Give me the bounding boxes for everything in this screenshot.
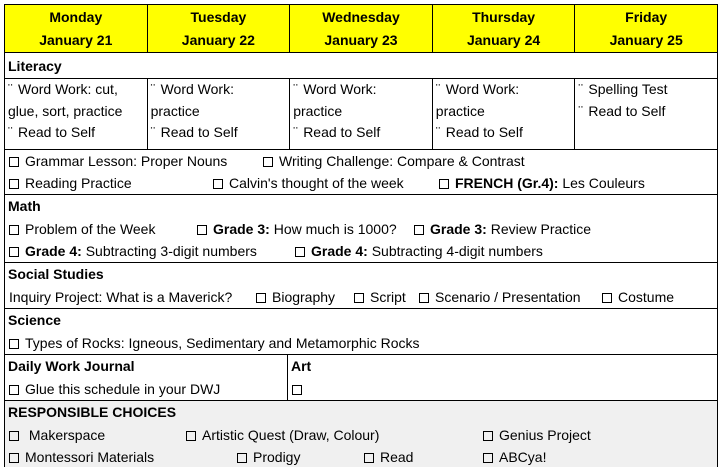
problem-label: Problem of the Week: [25, 221, 156, 237]
scenario-checkbox[interactable]: [419, 293, 429, 303]
literacy-cell-wednesday: [290, 79, 433, 149]
responsible-choices-section: [5, 401, 717, 467]
math-line-1: [5, 218, 717, 240]
day-thursday: [433, 5, 576, 52]
literacy-cell-monday: [5, 79, 148, 149]
grade3-a-label: Grade 3:: [213, 221, 270, 237]
grade4-a-label: Grade 4:: [25, 243, 82, 259]
literacy-item: Read to Self: [160, 124, 238, 140]
day-friday: [575, 5, 717, 52]
abcya-checkbox[interactable]: [483, 453, 493, 463]
grammar-label: Grammar Lesson: Proper Nouns: [25, 153, 228, 169]
social-line: [5, 286, 717, 308]
calvin-label: Calvin's thought of the week: [229, 175, 404, 191]
art-line: [288, 378, 717, 400]
french-checkbox[interactable]: [439, 179, 449, 189]
social-title: Social Studies: [8, 266, 104, 282]
weekly-schedule: [4, 4, 718, 467]
literacy-extras-line-2: [5, 172, 717, 194]
literacy-title-row: [5, 54, 717, 79]
biography-label: Biography: [272, 289, 336, 305]
day-name: Thursday: [472, 8, 536, 25]
literacy-daily-grid: [5, 79, 717, 150]
bullet-mark: ¨: [8, 124, 13, 140]
day-tuesday: [148, 5, 291, 52]
bullet-mark: ¨: [435, 81, 441, 97]
journal-checkbox[interactable]: [9, 385, 19, 395]
artistic-label: Artistic Quest (Draw, Colour): [202, 427, 380, 443]
literacy-item: practice: [150, 102, 200, 119]
science-section: [5, 309, 717, 355]
artistic-checkbox[interactable]: [186, 431, 196, 441]
grade4-a-text: Subtracting 3-digit numbers: [85, 243, 257, 259]
montessori-checkbox[interactable]: [9, 453, 19, 463]
grammar-checkbox[interactable]: [9, 157, 19, 167]
biography-checkbox[interactable]: [256, 293, 266, 303]
literacy-extras-line-1: [5, 150, 717, 172]
day-header-row: [5, 5, 717, 53]
science-title: Science: [8, 312, 61, 328]
literacy-item: practice: [435, 102, 485, 119]
read-checkbox[interactable]: [364, 453, 374, 463]
literacy-item: glue, sort, practice: [8, 102, 123, 119]
day-date: January 23: [324, 31, 398, 48]
literacy-item: practice: [293, 102, 343, 119]
literacy-item: Word Work:: [303, 81, 377, 97]
choices-title: RESPONSIBLE CHOICES: [8, 404, 177, 420]
literacy-item: Read to Self: [588, 102, 666, 119]
makerspace-label: Makerspace: [28, 427, 106, 443]
grade3-a-checkbox[interactable]: [197, 225, 207, 235]
journal-label: Glue this schedule in your DWJ: [25, 381, 221, 397]
science-line: [5, 332, 717, 354]
literacy-item: Spelling Test: [588, 81, 668, 97]
read-label: Read: [380, 449, 414, 465]
bullet-mark: ¨: [150, 124, 156, 140]
costume-checkbox[interactable]: [602, 293, 612, 303]
reading-label: Reading Practice: [25, 175, 132, 191]
choices-line-1: [5, 424, 717, 446]
grade3-b-text: Review Practice: [490, 221, 592, 237]
grade4-b-label: Grade 4:: [311, 243, 368, 259]
prodigy-checkbox[interactable]: [237, 453, 247, 463]
literacy-item: Read to Self: [303, 124, 381, 140]
bullet-mark: ¨: [8, 81, 13, 97]
script-checkbox[interactable]: [354, 293, 364, 303]
grade3-b-label: Grade 3:: [430, 221, 487, 237]
makerspace-checkbox[interactable]: [9, 431, 19, 441]
bullet-mark: ¨: [435, 124, 441, 140]
grade4-b-checkbox[interactable]: [295, 247, 305, 257]
bullet-mark: ¨: [578, 81, 584, 97]
problem-checkbox[interactable]: [9, 225, 19, 235]
day-date: January 24: [466, 31, 541, 48]
literacy-item: Read to Self: [18, 124, 96, 140]
choices-line-2: [5, 446, 717, 468]
literacy-cell-thursday: [433, 79, 576, 149]
prodigy-label: Prodigy: [253, 449, 301, 465]
art-title: Art: [291, 358, 312, 374]
genius-checkbox[interactable]: [483, 431, 493, 441]
day-monday: [5, 5, 148, 52]
math-section: [5, 195, 717, 263]
abcya-label: ABCya!: [499, 449, 547, 465]
day-date: January 25: [609, 31, 683, 48]
math-title: Math: [8, 198, 41, 214]
grade3-b-checkbox[interactable]: [414, 225, 424, 235]
genius-label: Genius Project: [499, 427, 591, 443]
social-studies-section: [5, 263, 717, 309]
literacy-extras: [5, 150, 717, 195]
bullet-mark: ¨: [293, 124, 298, 140]
art-cell: [288, 355, 717, 400]
literacy-cell-friday: [575, 79, 717, 149]
day-date: January 22: [181, 31, 255, 48]
reading-checkbox[interactable]: [9, 179, 19, 189]
script-label: Script: [370, 289, 406, 305]
inquiry-label: Inquiry Project: What is a Maverick?: [9, 289, 233, 305]
math-line-2: [5, 240, 717, 262]
journal-art-row: [5, 355, 717, 401]
journal-cell: [5, 355, 288, 400]
grade4-b-text: Subtracting 4-digit numbers: [371, 243, 543, 259]
literacy-title: Literacy: [8, 58, 62, 74]
grade4-a-checkbox[interactable]: [9, 247, 19, 257]
writing-label: Writing Challenge: Compare & Contrast: [279, 153, 525, 169]
writing-checkbox[interactable]: [263, 157, 273, 167]
literacy-item: Read to Self: [445, 124, 523, 140]
journal-line: [5, 378, 287, 400]
day-date: January 21: [39, 31, 113, 48]
literacy-item: Word Work:: [445, 81, 520, 97]
day-wednesday: [290, 5, 433, 52]
day-name: Wednesday: [322, 8, 400, 25]
bullet-mark: ¨: [150, 81, 156, 97]
day-name: Friday: [625, 8, 668, 25]
rocks-checkbox[interactable]: [9, 339, 19, 349]
french-text: Les Couleurs: [562, 175, 645, 191]
calvin-checkbox[interactable]: [213, 179, 223, 189]
journal-title: Daily Work Journal: [8, 358, 135, 374]
bullet-mark: ¨: [293, 81, 298, 97]
literacy-cell-tuesday: [148, 79, 291, 149]
costume-label: Costume: [618, 289, 675, 305]
grade3-a-text: How much is 1000?: [273, 221, 397, 237]
literacy-item: Word Work: cut,: [18, 81, 118, 97]
day-name: Tuesday: [190, 8, 247, 25]
day-name: Monday: [49, 8, 103, 25]
art-checkbox[interactable]: [292, 385, 302, 395]
montessori-label: Montessori Materials: [25, 449, 155, 465]
bullet-mark: ¨: [578, 102, 584, 119]
scenario-label: Scenario / Presentation: [435, 289, 581, 305]
rocks-label: Types of Rocks: Igneous, Sedimentary and Metamorphic Rocks: [25, 335, 420, 351]
literacy-item: Word Work:: [160, 81, 234, 97]
french-label: FRENCH (Gr.4):: [455, 175, 559, 191]
